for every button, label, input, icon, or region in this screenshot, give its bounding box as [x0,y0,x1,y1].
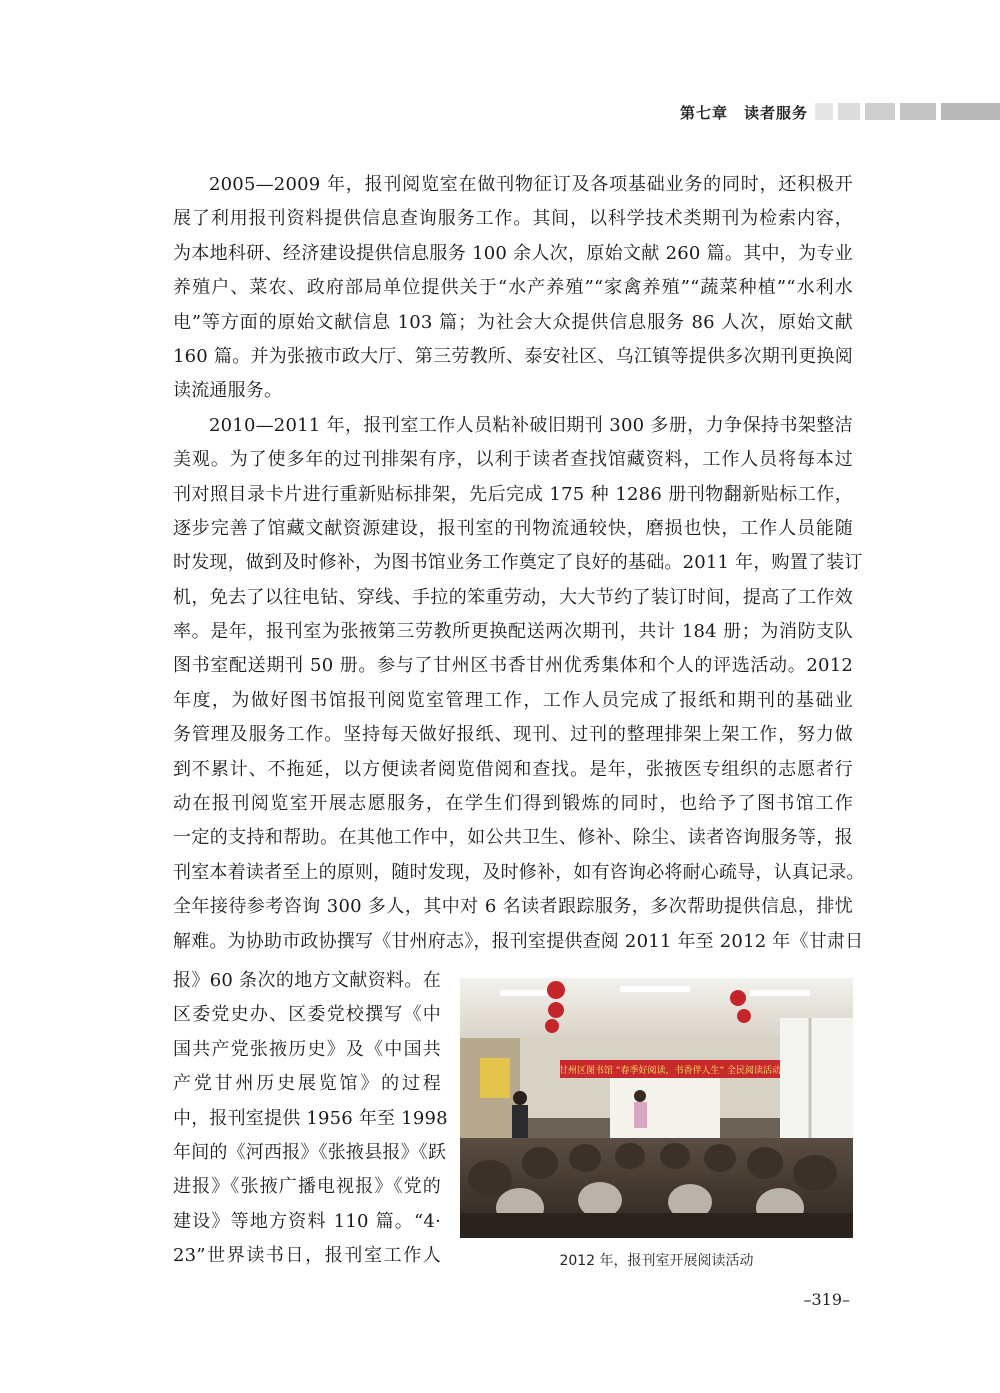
text-line: 刊室本着读者至上的原则，随时发现，及时修补，如有咨询必将耐心疏导，认真记录。 [173,861,865,883]
banner-text: 甘州区图书馆 “春季好阅读，书香伴人生” 全民阅读活动 [558,1066,782,1076]
text-line: 建设》等地方资料 110 篇。“4· [173,1210,441,1232]
text-line: 时发现，做到及时修补，为图书馆业务工作奠定了良好的基础。2011 年，购置了装订 [173,552,863,574]
text-line: 动在报刊阅览室开展志愿服务，在学生们得到锻炼的同时，也给予了图书馆工作 [173,793,853,815]
header-decor-block [900,103,936,120]
text-line: 中，报刊室提供 1956 年至 1998 [173,1107,448,1129]
text-line: 年间的《河西报》《张掖县报》《跃 [173,1141,447,1163]
text-line: 刊对照目录卡片进行重新贴标排架，先后完成 175 种 1286 册刊物翻新贴标工作， [173,483,853,505]
text-line: 23”世界读书日，报刊室工作人 [173,1245,441,1267]
body-text-wrapped [173,964,448,1274]
text-line: 2010—2011 年，报刊室工作人员粘补破旧期刊 300 多册，力争保持书架整洁 [209,414,853,436]
text-line: 逐步完善了馆藏文献资源建设，报刊室的刊物流通较快，磨损也快，工作人员能随 [173,517,853,539]
text-line: 产党甘州历史展览馆》的过程 [173,1073,441,1095]
text-line: 全年接待参考咨询 300 多人，其中对 6 名读者跟踪服务，多次帮助提供信息，排忧 [173,896,853,918]
text-line: 解难。为协助市政协撰写《甘州府志》，报刊室提供查阅 2011 年至 2012 年《甘肃日 [173,930,864,952]
text-line: 2005—2009 年，报刊阅览室在做刊物征订及各项基础业务的同时，还积极开 [209,174,853,195]
text-line: 进报》《张掖广播电视报》《党的 [173,1176,441,1198]
page-number: –319– [803,1290,850,1309]
text-line: 读流通服务。 [173,380,283,402]
text-line: 为本地科研、经济建设提供信息服务 100 余人次，原始文献 260 篇。其中，为专业 [173,242,853,264]
header-decor-block [815,103,833,120]
header-decor-block [838,103,860,120]
text-line: 一定的支持和帮助。在其他工作中，如公共卫生、修补、除尘、读者咨询服务等，报 [173,827,853,849]
text-line: 美观。为了使多年的过刊排架有序，以利于读者查找馆藏资料，工作人员将每本过 [173,449,853,471]
text-line: 年度，为做好图书馆报刊阅览室管理工作，工作人员完成了报纸和期刊的基础业 [173,689,853,711]
text-line: 国共产党张掖历史》及《中国共 [173,1038,441,1060]
body-text [173,168,865,959]
text-line: 展了利用报刊资料提供信息查询服务工作。其间，以科学技术类期刊为检索内容， [173,208,853,230]
reading-activity-photo [460,978,853,1238]
text-line: 到不累计、不拖延，以方便读者阅览借阅和查找。是年，张掖医专组织的志愿者行 [173,758,853,780]
header-decor-block [865,103,895,120]
text-line: 区委党史办、区委党校撰写《中 [173,1004,441,1026]
chapter-title: 第七章 读者服务 [680,104,809,122]
text-line: 报》60 条次的地方文献资料。在 [173,970,441,991]
text-line: 机，免去了以往电钻、穿线、手拉的笨重劳动，大大节约了装订时间，提高了工作效 [173,586,853,608]
text-line: 电”等方面的原始文献信息 103 篇；为社会大众提供信息服务 86 人次，原始文献 [173,311,853,333]
figure-caption: 2012 年，报刊室开展阅读活动 [559,1253,754,1269]
text-line: 率。是年，报刊室为张掖第三劳教所更换配送两次期刊，共计 184 册；为消防支队 [173,621,853,643]
text-line: 务管理及服务工作。坚持每天做好报纸、现刊、过刊的整理排架上架工作，努力做 [173,724,853,746]
text-line: 养殖户、菜农、政府部局单位提供关于“水产养殖”“家禽养殖”“蔬菜种植”“水利水 [173,277,853,299]
running-header [0,98,1000,128]
text-line: 160 篇。并为张掖市政大厅、第三劳教所、泰安社区、乌江镇等提供多次期刊更换阅 [173,345,853,367]
text-line: 图书室配送期刊 50 册。参与了甘州区书香甘州优秀集体和个人的评选活动。2012 [173,655,853,677]
header-decor-block [941,103,1000,120]
